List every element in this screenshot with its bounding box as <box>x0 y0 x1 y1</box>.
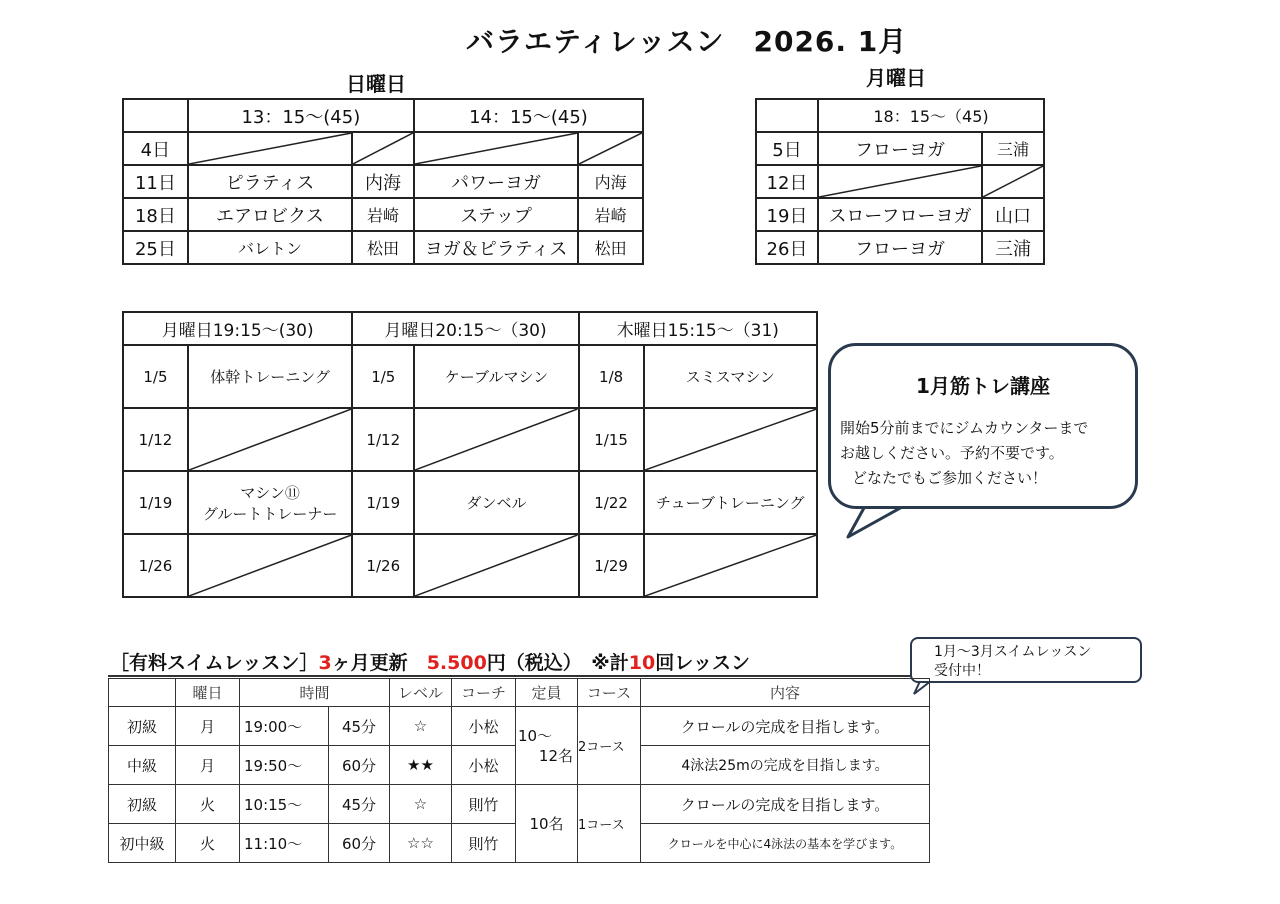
bubble-line: お越しください。予約不要です。 <box>840 444 1064 462</box>
swim-heading-part: ［有料スイムレッスン］ <box>110 652 319 674</box>
sunday-heading: 日曜日 <box>346 72 406 96</box>
class-cell: チューブトレーニング <box>644 471 817 534</box>
duration-cell: 60分 <box>329 746 390 785</box>
class-cell: フローヨガ <box>818 231 982 264</box>
level-cell: ☆ <box>390 707 452 746</box>
page-title: バラエティレッスン 2026. 1月 <box>466 25 908 58</box>
date-cell: 25日 <box>123 231 188 264</box>
empty-slot <box>578 132 643 165</box>
level-name: 初中級 <box>109 824 176 863</box>
empty-slot <box>644 408 817 471</box>
empty-slot <box>414 132 578 165</box>
monday-table <box>755 98 1045 265</box>
duration-cell: 60分 <box>329 824 390 863</box>
col-header: 定員 <box>516 679 578 707</box>
content-cell: クロールの完成を目指します。 <box>641 785 930 824</box>
date-cell: 26日 <box>756 231 818 264</box>
instructor-cell: 三浦 <box>982 132 1044 165</box>
note-line: 受付中！ <box>934 663 990 679</box>
class-cell: エアロビクス <box>188 198 352 231</box>
date-cell: 1/12 <box>352 408 414 471</box>
level-name: 初級 <box>109 707 176 746</box>
time-cell: 19:00～ <box>240 707 329 746</box>
instructor-cell: 松田 <box>578 231 643 264</box>
day-cell: 火 <box>176 785 240 824</box>
coach-cell: 則竹 <box>452 785 516 824</box>
empty-slot <box>352 132 414 165</box>
swim-heading-part: 回レッスン <box>655 652 751 674</box>
empty-slot <box>644 534 817 597</box>
date-cell: 18日 <box>123 198 188 231</box>
day-cell: 月 <box>176 746 240 785</box>
swim-heading-count: 10 <box>628 652 656 674</box>
note-line: 1月～3月スイムレッスン <box>934 644 1092 660</box>
capacity-line: 10～ <box>518 726 553 745</box>
swim-heading-price: 5.500 <box>426 652 487 674</box>
sunday-table <box>122 98 644 265</box>
date-cell: 1/26 <box>352 534 414 597</box>
col-header: コーチ <box>452 679 516 707</box>
date-cell: 1/15 <box>579 408 644 471</box>
class-line: グルートトレーナー <box>202 504 338 523</box>
class-cell <box>188 471 352 534</box>
level-name: 中級 <box>109 746 176 785</box>
class-cell: ダンベル <box>414 471 578 534</box>
level-cell: ★★ <box>390 746 452 785</box>
date-cell: 1/22 <box>579 471 644 534</box>
class-cell: ステップ <box>414 198 578 231</box>
day-cell: 火 <box>176 824 240 863</box>
training-header: 月曜日20:15～（30) <box>352 312 578 345</box>
empty-slot <box>414 408 578 471</box>
empty-slot <box>188 534 352 597</box>
day-cell: 月 <box>176 707 240 746</box>
swim-divider <box>108 675 930 677</box>
col-header: 時間 <box>240 679 390 707</box>
content-cell: クロールの完成を目指します。 <box>641 707 930 746</box>
empty-slot <box>414 534 578 597</box>
time-cell: 19:50～ <box>240 746 329 785</box>
capacity-cell: 10名 <box>516 785 578 863</box>
bubble-text <box>840 416 1088 491</box>
date-cell: 1/5 <box>352 345 414 408</box>
coach-cell: 則竹 <box>452 824 516 863</box>
duration-cell: 45分 <box>329 785 390 824</box>
col-header: 曜日 <box>176 679 240 707</box>
col-header: コース <box>578 679 641 707</box>
content-cell: 4泳法25mの完成を目指します。 <box>641 746 930 785</box>
swim-heading-part: 円（税込） ※計 <box>486 652 629 674</box>
date-cell: 1/5 <box>123 345 188 408</box>
class-cell: フローヨガ <box>818 132 982 165</box>
date-cell: 4日 <box>123 132 188 165</box>
class-cell: バレトン <box>188 231 352 264</box>
col-header <box>109 679 176 707</box>
instructor-cell: 山口 <box>982 198 1044 231</box>
capacity-line: 12名 <box>538 746 573 765</box>
duration-cell: 45分 <box>329 707 390 746</box>
date-cell: 1/12 <box>123 408 188 471</box>
level-cell: ☆☆ <box>390 824 452 863</box>
time-cell: 11:10～ <box>240 824 329 863</box>
content-cell: クロールを中心に4泳法の基本を学びます。 <box>641 824 930 863</box>
monday-heading: 月曜日 <box>866 66 926 90</box>
class-cell: ヨガ＆ピラティス <box>414 231 578 264</box>
date-cell: 5日 <box>756 132 818 165</box>
class-cell: スローフローヨガ <box>818 198 982 231</box>
training-table <box>122 311 818 598</box>
class-cell: スミスマシン <box>644 345 817 408</box>
instructor-cell: 松田 <box>352 231 414 264</box>
class-cell: 体幹トレーニング <box>188 345 352 408</box>
time-cell: 10:15～ <box>240 785 329 824</box>
class-cell: ピラティス <box>188 165 352 198</box>
course-cell: 1コース <box>578 785 641 863</box>
instructor-cell: 内海 <box>352 165 414 198</box>
swim-note-bubble <box>910 637 1142 683</box>
training-header: 木曜日15:15～（31) <box>579 312 817 345</box>
col-header: レベル <box>390 679 452 707</box>
swim-table <box>108 678 930 863</box>
time-header: 18：15～（45) <box>818 99 1044 132</box>
instructor-cell: 岩崎 <box>578 198 643 231</box>
bubble-line: どなたでもご参加ください！ <box>852 469 1048 487</box>
level-cell: ☆ <box>390 785 452 824</box>
empty-slot <box>188 408 352 471</box>
swim-heading <box>110 648 750 675</box>
training-header: 月曜日19:15～(30) <box>123 312 352 345</box>
date-cell: 1/8 <box>579 345 644 408</box>
level-name: 初級 <box>109 785 176 824</box>
capacity-cell <box>516 707 578 785</box>
date-cell: 11日 <box>123 165 188 198</box>
date-cell: 1/19 <box>123 471 188 534</box>
swim-heading-months: 3 <box>318 652 332 674</box>
time-header: 14：15～(45) <box>414 99 643 132</box>
col-header: 内容 <box>641 679 930 707</box>
empty-slot <box>818 165 982 198</box>
course-cell: 2コース <box>578 707 641 785</box>
date-cell: 12日 <box>756 165 818 198</box>
class-line: マシン⑪ <box>240 483 300 502</box>
instructor-cell: 内海 <box>578 165 643 198</box>
date-cell: 19日 <box>756 198 818 231</box>
workshop-bubble <box>828 343 1138 509</box>
empty-slot <box>188 132 352 165</box>
empty-slot <box>982 165 1044 198</box>
instructor-cell: 岩崎 <box>352 198 414 231</box>
coach-cell: 小松 <box>452 746 516 785</box>
date-cell: 1/19 <box>352 471 414 534</box>
date-cell: 1/26 <box>123 534 188 597</box>
time-header: 13：15～(45) <box>188 99 414 132</box>
date-cell: 1/29 <box>579 534 644 597</box>
instructor-cell: 三浦 <box>982 231 1044 264</box>
bubble-title: 1月筋トレ講座 <box>916 374 1050 398</box>
coach-cell: 小松 <box>452 707 516 746</box>
swim-heading-part: ヶ月更新 <box>331 652 427 674</box>
class-cell: パワーヨガ <box>414 165 578 198</box>
class-cell: ケーブルマシン <box>414 345 578 408</box>
bubble-line: 開始5分前までにジムカウンターまで <box>840 419 1089 437</box>
